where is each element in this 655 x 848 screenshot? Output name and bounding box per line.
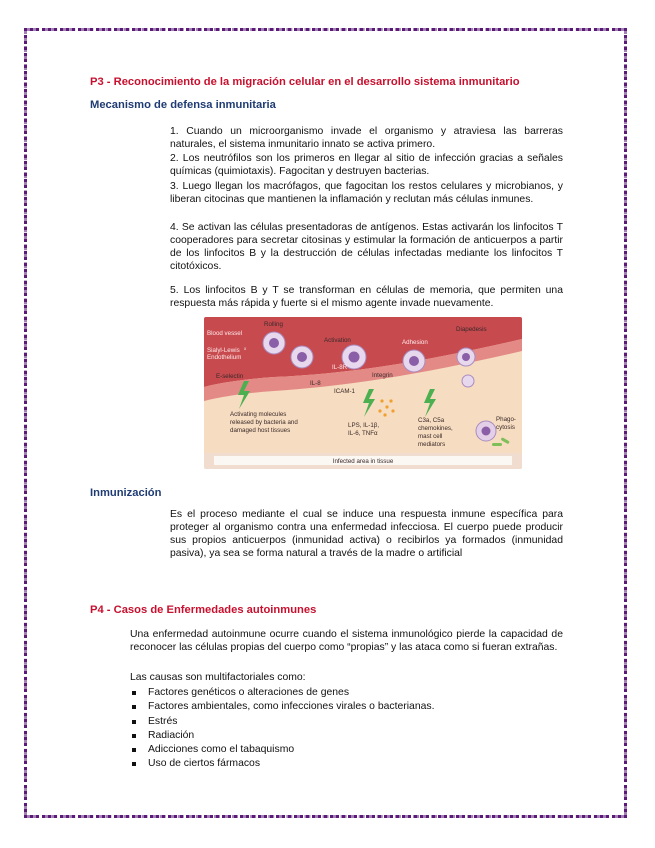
blood-vessel-label: Blood vessel [207, 330, 243, 337]
lps-label-2: IL-6, TNFα [348, 430, 378, 437]
c3a-label-2: chemokines, [418, 425, 453, 432]
phagocyte-nucleus [482, 427, 491, 436]
step-3: 3. Luego llegan los macrófagos, que fagocitan los restos celulares y microbianos, y liberan citocinas que mantienen la inflamación y reclutan más células inmunes. [170, 181, 563, 206]
signal-bolt-icon [424, 389, 436, 417]
bacterium [492, 443, 502, 446]
step-2: 2. Los neutrófilos son los primeros en llegar al sitio de infección gracias a señales químicas (quimiotaxis). Fagocitan y destruyen bacterias. [170, 153, 563, 178]
endothelium-label: Endothelium [207, 354, 242, 361]
list-item: Factores genéticos o alteraciones de genes [130, 686, 434, 700]
bacterium [501, 437, 510, 444]
inmunizacion-title: Inmunización [90, 487, 162, 499]
list-item: Uso de ciertos fármacos [130, 757, 434, 771]
p4-text: Una enfermedad autoinmune ocurre cuando el sistema inmunológico pierde la capacidad de reconocer las células propias del cuerpo como “propias” y las ataca como si fueran extrañas. [130, 629, 563, 654]
causes-list [130, 686, 434, 772]
activation-label: Activation [324, 337, 351, 344]
p3-subtitle: Mecanismo de defensa inmunitaria [90, 99, 276, 111]
adhesion-label: Adhesion [402, 339, 428, 346]
p3-title: P3 - Reconocimiento de la migración celular en el desarrollo sistema inmunitario [90, 76, 520, 88]
sialyl-lewis-superscript: x [244, 346, 247, 351]
list-item: Radiación [130, 729, 434, 743]
leukocyte-migration-figure [204, 317, 522, 469]
leukocyte-diapedesis-nucleus [462, 353, 470, 361]
activating-label-2: released by bacteria and [230, 419, 298, 426]
leukocyte-transmigrating [462, 375, 474, 387]
step-5: 5. Los linfocitos B y T se transforman en células de memoria, que permiten una respuesta más rápida y fuerte si el mismo agente invade nuevamente. [170, 285, 563, 310]
sialyl-lewis-label: Sialyl-Lewis [207, 347, 240, 354]
list-item: Factores ambientales, como infecciones virales o bacterianas. [130, 700, 434, 714]
il8-label: IL-8 [310, 380, 321, 387]
icam-label: ICAM-1 [334, 388, 355, 395]
phagocytosis-label-2: cytosis [496, 424, 515, 431]
leukocyte-tethered-nucleus [297, 352, 307, 362]
c3a-label-3: mast cell [418, 433, 443, 440]
rolling-label: Rolling [264, 321, 283, 328]
diapedesis-label: Diapedesis [456, 326, 487, 333]
p4-title: P4 - Casos de Enfermedades autoinmunes [90, 604, 317, 616]
phagocytosis-label-1: Phago- [496, 416, 516, 423]
step-4: 4. Se activan las células presentadoras de antígenos. Estas activarán los linfocitos T cooperadores para secretar citosinas y estimular la formación de anticuerpos a partir de los linfocitos B y la destrucción de células infectadas mediante los linfocitos T citotóxicos. [170, 222, 563, 273]
c3a-label-1: C3a, C5a [418, 417, 445, 424]
leukocyte-activated-nucleus [349, 352, 360, 363]
list-item: Estrés [130, 715, 434, 729]
c3a-label-4: mediators [418, 441, 446, 448]
signal-bolt-icon [363, 389, 375, 417]
list-item: Adicciones como el tabaquismo [130, 743, 434, 757]
e-selectin-label: E-selectin [216, 373, 244, 380]
cytokine-dots [378, 399, 394, 416]
lps-label-1: LPS, IL-1β, [348, 422, 380, 429]
infected-area-label: Infected area in tissue [332, 458, 394, 465]
step-1: 1. Cuando un microorganismo invade el organismo y atraviesa las barreras naturales, el sistema inmunitario innato se activa primero. [170, 126, 563, 151]
leukocyte-rolling-nucleus [269, 338, 279, 348]
inmunizacion-text: Es el proceso mediante el cual se induce una respuesta inmune específica para proteger al organismo contra una enfermedad infecciosa. El cuerpo puede producir sus propios anticuerpos (inmunidad activa) o recibirlos ya formados (inmunidad pasiva), ya sea se forma natural a través de la madre o artificial [170, 509, 563, 560]
leukocyte-adhered-nucleus [409, 356, 419, 366]
il8r-label: IL-8R [332, 364, 348, 371]
activating-label-3: damaged host tissues [230, 427, 291, 434]
activating-label-1: Activating molecules [230, 411, 287, 418]
causes-intro: Las causas son multifactoriales como: [130, 672, 306, 683]
integrin-label: Integrin [372, 372, 393, 379]
